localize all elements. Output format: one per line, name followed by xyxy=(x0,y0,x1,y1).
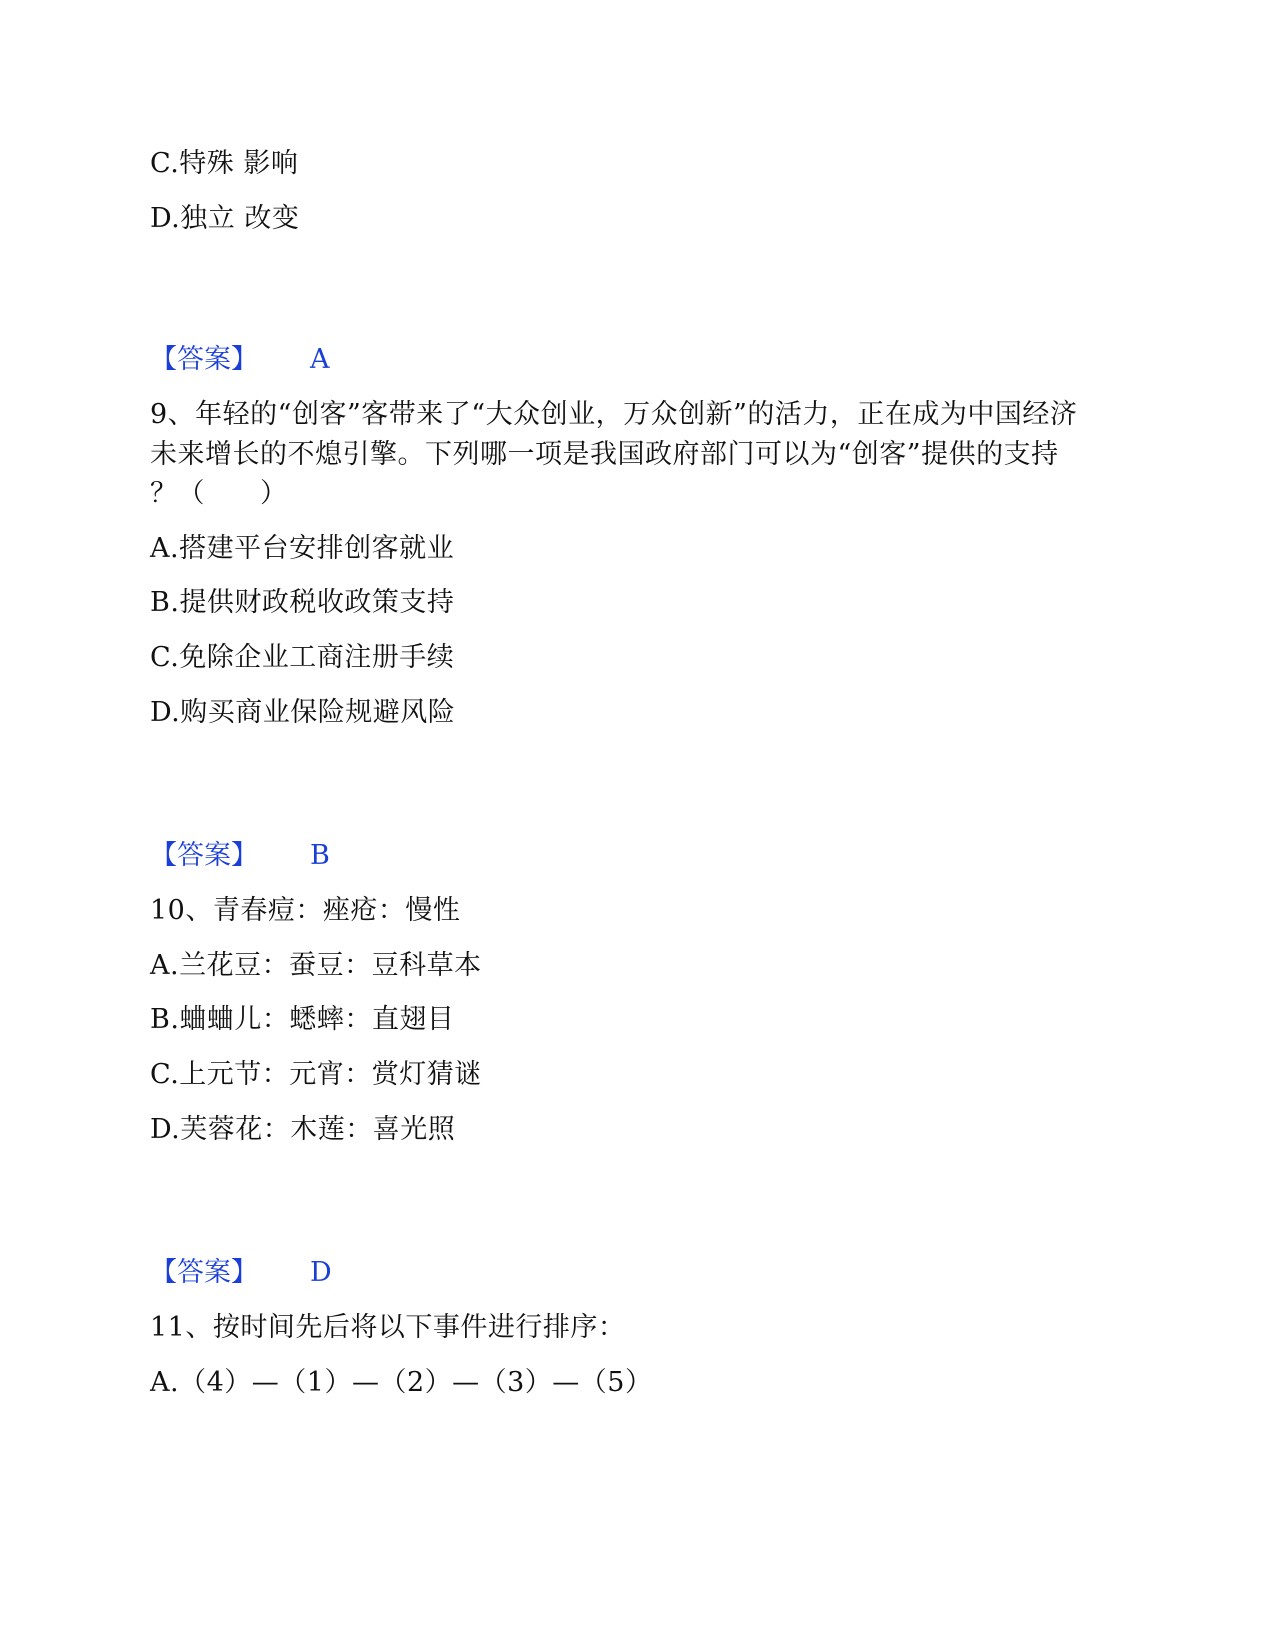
q9-question-line-2: 未来增长的不熄引擎。下列哪一项是我国政府部门可以为“创客”提供的支持 xyxy=(150,439,1059,470)
answer-value: B xyxy=(310,840,330,871)
q10-option-a: A.兰花豆：蚕豆：豆科草本 xyxy=(150,950,482,981)
q9-question-line-1: 9、年轻的“创客”客带来了“大众创业，万众创新”的活力，正在成为中国经济 xyxy=(150,399,1078,430)
q11-question: 11、按时间先后将以下事件进行排序： xyxy=(150,1312,626,1343)
q8-option-c: C.特殊 影响 xyxy=(150,148,299,179)
q10-option-c: C.上元节：元宵：赏灯猜谜 xyxy=(150,1059,482,1090)
q9-option-d: D.购买商业保险规避风险 xyxy=(150,697,456,728)
q11-option-a: A.（4）—（1）—（2）—（3）—（5） xyxy=(150,1367,653,1398)
q10-question: 10、青春痘：痤疮：慢性 xyxy=(150,895,461,926)
answer-label: 【答案】 xyxy=(150,840,258,871)
q9-option-a: A.搭建平台安排创客就业 xyxy=(150,533,455,564)
answer-value: A xyxy=(310,344,330,375)
q10-option-b: B.蛐蛐儿：蟋蟀：直翅目 xyxy=(150,1004,455,1035)
answer-label: 【答案】 xyxy=(150,1257,258,1288)
q9-answer xyxy=(150,838,330,874)
answer-label: 【答案】 xyxy=(150,344,258,375)
q8-option-d: D.独立 改变 xyxy=(150,203,300,234)
q10-answer xyxy=(150,1255,332,1291)
answer-value: D xyxy=(310,1257,332,1288)
q8-answer xyxy=(150,342,330,378)
q9-question-line-3: ？（ ） xyxy=(150,478,288,509)
q9-option-c: C.免除企业工商注册手续 xyxy=(150,642,455,673)
q9-option-b: B.提供财政税收政策支持 xyxy=(150,587,455,618)
q10-option-d: D.芙蓉花：木莲：喜光照 xyxy=(150,1114,456,1145)
